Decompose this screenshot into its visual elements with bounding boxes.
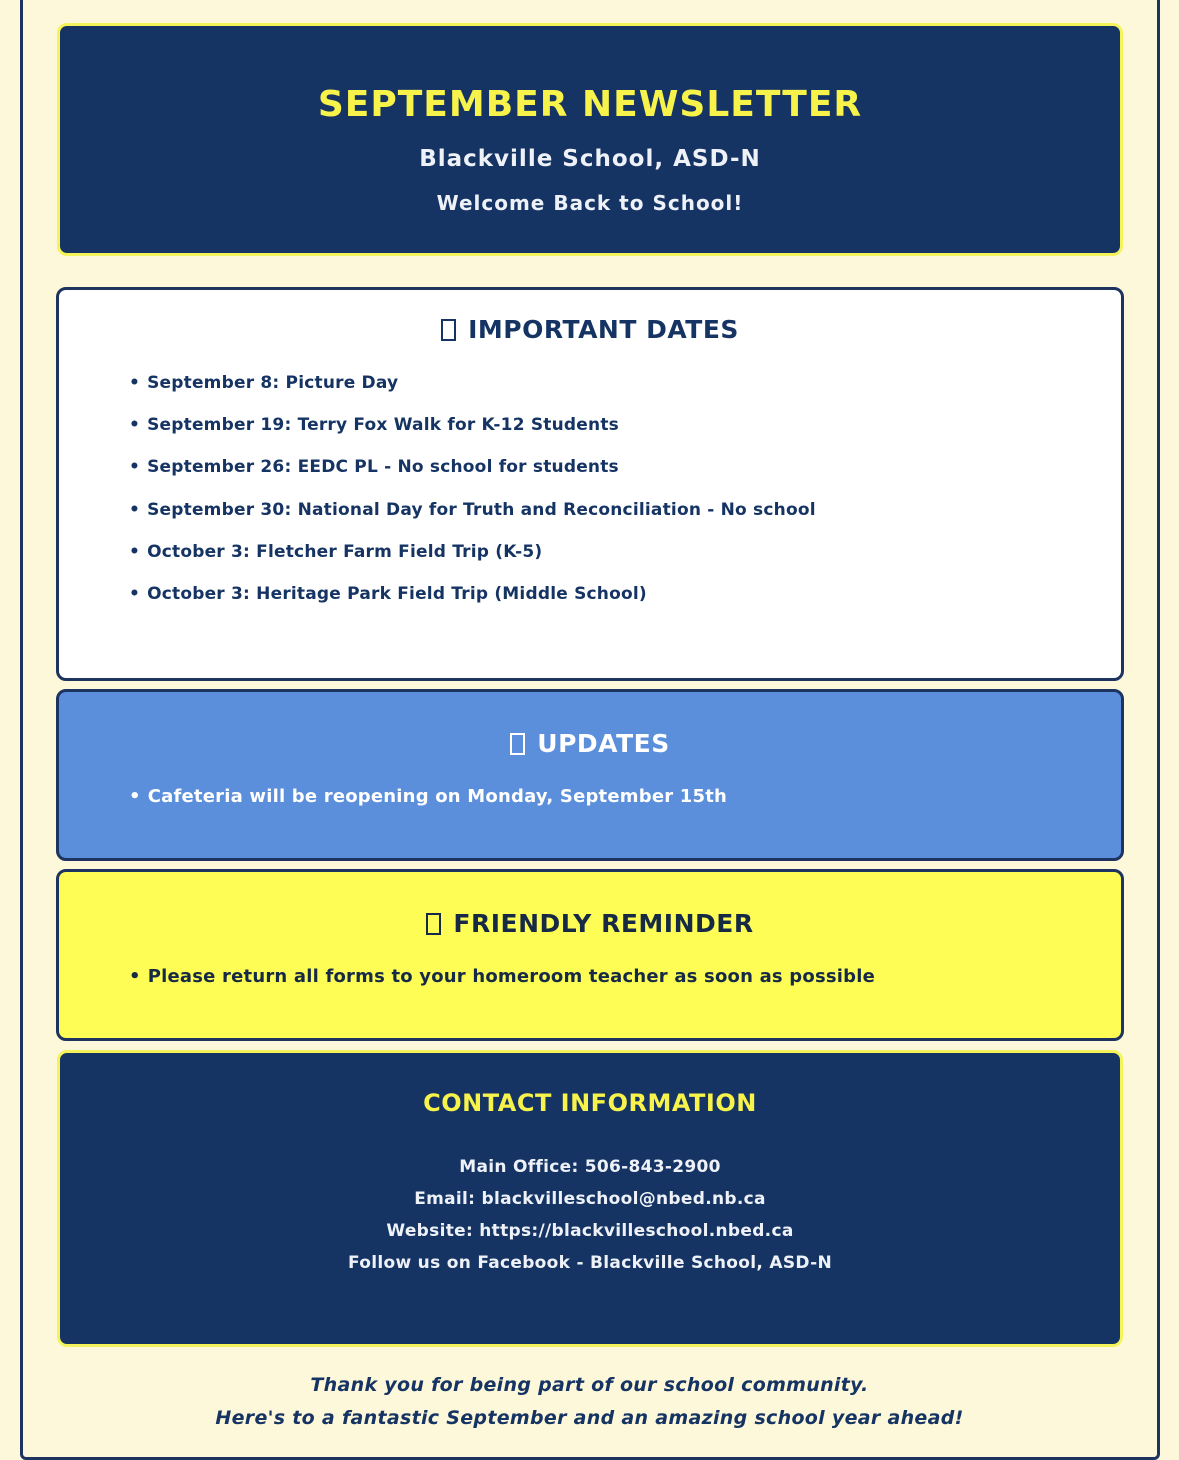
- updates-title: UPDATES: [537, 729, 670, 758]
- updates-list: [129, 787, 1101, 829]
- closing-line-2: Here's to a fantastic September and an amazing school year ahead!: [215, 1407, 964, 1429]
- date-item: • September 26: EEDC PL - No school for students: [129, 457, 1101, 499]
- reminder-title: FRIENDLY REMINDER: [453, 909, 754, 938]
- contact-phone: Main Office: 506-843-2900: [459, 1157, 721, 1177]
- newsletter-header: [57, 23, 1123, 256]
- date-item: • September 30: National Day for Truth and Reconciliation - No school: [129, 500, 1101, 542]
- contact-title: CONTACT INFORMATION: [423, 1089, 757, 1117]
- contact-website: Website: https://blackvilleschool.nbed.ca: [386, 1221, 794, 1241]
- important-dates-heading: [59, 315, 1121, 344]
- contact-details: [60, 1157, 1120, 1285]
- contact-email: Email: blackvilleschool@nbed.nb.ca: [414, 1189, 766, 1209]
- reminder-heading: [59, 909, 1121, 938]
- school-name: Blackville School, ASD-N: [419, 146, 761, 172]
- memo-icon: [426, 913, 441, 935]
- important-dates-list: [129, 373, 1101, 626]
- updates-section: [56, 689, 1124, 861]
- reminder-section: [56, 869, 1124, 1041]
- important-dates-title: IMPORTANT DATES: [468, 315, 739, 344]
- date-item: • October 3: Heritage Park Field Trip (Middle School): [129, 584, 1101, 626]
- closing-message: [0, 1374, 1179, 1440]
- updates-heading: [59, 729, 1121, 758]
- update-item: • Cafeteria will be reopening on Monday, September 15th: [129, 787, 1101, 829]
- date-item: • September 19: Terry Fox Walk for K-12 Students: [129, 415, 1101, 457]
- closing-line-1: Thank you for being part of our school community.: [310, 1374, 869, 1396]
- contact-facebook: Follow us on Facebook - Blackville School, ASD-N: [348, 1253, 832, 1273]
- date-item: • September 8: Picture Day: [129, 373, 1101, 415]
- reminder-item: • Please return all forms to your homeroom teacher as soon as possible: [129, 967, 1101, 1009]
- welcome-message: Welcome Back to School!: [436, 191, 744, 215]
- important-dates-section: [56, 287, 1124, 681]
- date-item: • October 3: Fletcher Farm Field Trip (K-5): [129, 542, 1101, 584]
- contact-section: [57, 1050, 1123, 1347]
- newsletter-title: SEPTEMBER NEWSLETTER: [317, 84, 863, 125]
- calendar-icon: [441, 319, 456, 341]
- reminder-list: [129, 967, 1101, 1009]
- megaphone-icon: [510, 733, 525, 755]
